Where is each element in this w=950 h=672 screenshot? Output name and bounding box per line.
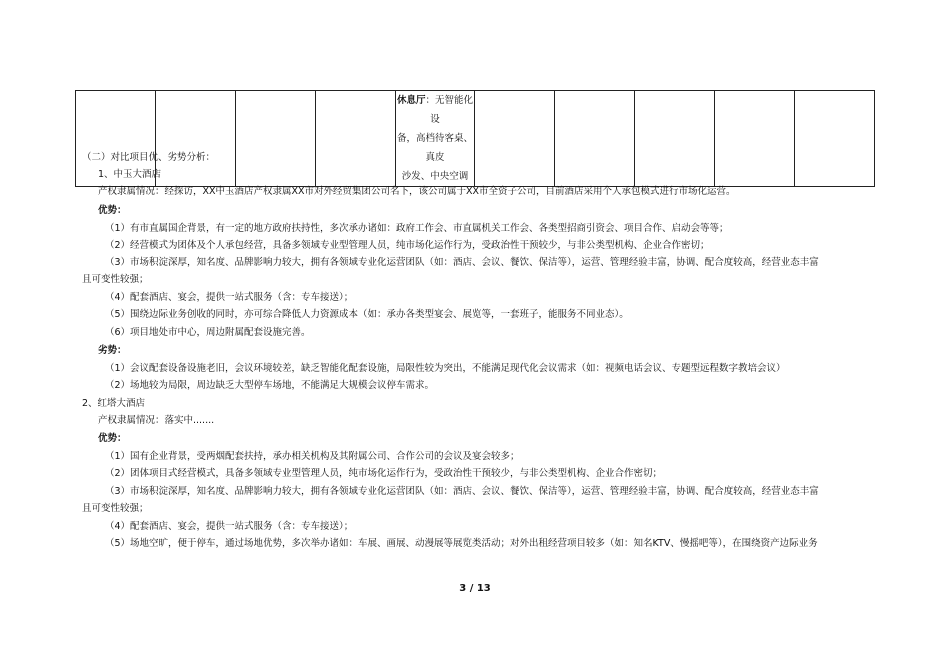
hotel1-advantages-label: 优势： (98, 205, 127, 216)
hotel1-disadvantage-1: （1）会议配套设备设施老旧，会议环境较差，缺乏智能化配套设施，局限性较为突出，不能满足现代化会议需求（如：视频电话会议、专题型远程数字教培会议） (105, 363, 786, 374)
hotel1-advantage-5: （5）围绕边际业务创收的同时，亦可综合降低人力资源成本（如：承办各类型宴会、展览等，一套班子，能服务不同业态）。 (105, 309, 629, 320)
hotel2-advantage-1: （1）国有企业背景，受两烟配套扶持，承办相关机构及其附属公司、合作公司的会议及宴会较多； (105, 451, 520, 462)
hotel2-title: 2、红塔大酒店 (82, 398, 146, 409)
hotel1-title: 1、中玉大酒店 (98, 169, 162, 180)
hotel1-advantage-1: （1）有市直属国企背景，有一定的地方政府扶持性，多次承办诸如：政府工作会、市直属机关工作会、各类型招商引资会、项目合作、启动会等等； (105, 223, 729, 234)
hotel1-advantage-6: （6）项目地处市中心，周边附属配套设施完善。 (105, 327, 311, 338)
lounge-note-line1: ：无智能化设 (425, 95, 474, 125)
lounge-note-line3: 沙发、中央空调 (401, 171, 469, 182)
hotel2-ownership: 产权隶属情况：落实中....... (98, 415, 215, 426)
hotel2-advantage-3: （3）市场积淀深厚，知名度、品牌影响力较大，拥有各领域专业化运营团队（如：酒店、会议、餐饮、保洁等），运营、管理经验丰富，协调、配合度较高，经营业态丰富 (105, 486, 819, 497)
hotel2-advantage-3-cont: 且可变性较强； (82, 503, 149, 514)
lounge-note-line2: 备，高档待客桌、真皮 (397, 133, 474, 163)
hotel1-disadvantage-2: （2）场地较为局限，周边缺乏大型停车场地，不能满足大规模会议停车需求。 (105, 380, 435, 391)
hotel1-advantage-4: （4）配套酒店、宴会，提供一站式服务（含：专车接送）； (105, 292, 354, 303)
hotel1-disadvantages-label: 劣势： (98, 345, 127, 356)
hotel2-advantage-4: （4）配套酒店、宴会，提供一站式服务（含：专车接送）； (105, 521, 354, 532)
hotel1-advantage-3: （3）市场积淀深厚，知名度、品牌影响力较大，拥有各领域专业化运营团队（如：酒店、会议、餐饮、保洁等），运营、管理经验丰富，协调、配合度较高，经营业态丰富 (105, 257, 819, 268)
hotel1-advantage-3-cont: 且可变性较强； (82, 274, 149, 285)
hotel2-advantages-label: 优势： (98, 433, 127, 444)
hotel1-ownership: 产权隶属情况：经探访，XX中玉酒店产权隶属XX市对外经贸集团公司名下，该公司属于XX市全资子公司，目前酒店采用个人承包模式进行市场化运营。 (98, 186, 736, 197)
lounge-note-title: 休息厅 (396, 95, 426, 106)
section-heading: （二）对比项目优、劣势分析： (82, 152, 216, 163)
hotel1-advantage-2: （2）经营模式为团体及个人承包经营，具备多领域专业型管理人员，纯市场化运作行为，受政治性干预较少，与非公类型机构、企业合作密切； (105, 240, 710, 251)
hotel2-advantage-2: （2）团体项目式经营模式，具备多领域专业型管理人员，纯市场化运作行为，受政治性干预较少，与非公类型机构、企业合作密切； (105, 468, 663, 479)
page-number: 3 / 13 (459, 583, 491, 594)
hotel2-advantage-5: （5）场地空旷，便于停车，通过场地优势，多次举办诸如：车展、画展、动漫展等展览类活动；对外出租经营项目较多（如：知名KTV、慢摇吧等），在围绕资产边际业务 (105, 538, 818, 549)
